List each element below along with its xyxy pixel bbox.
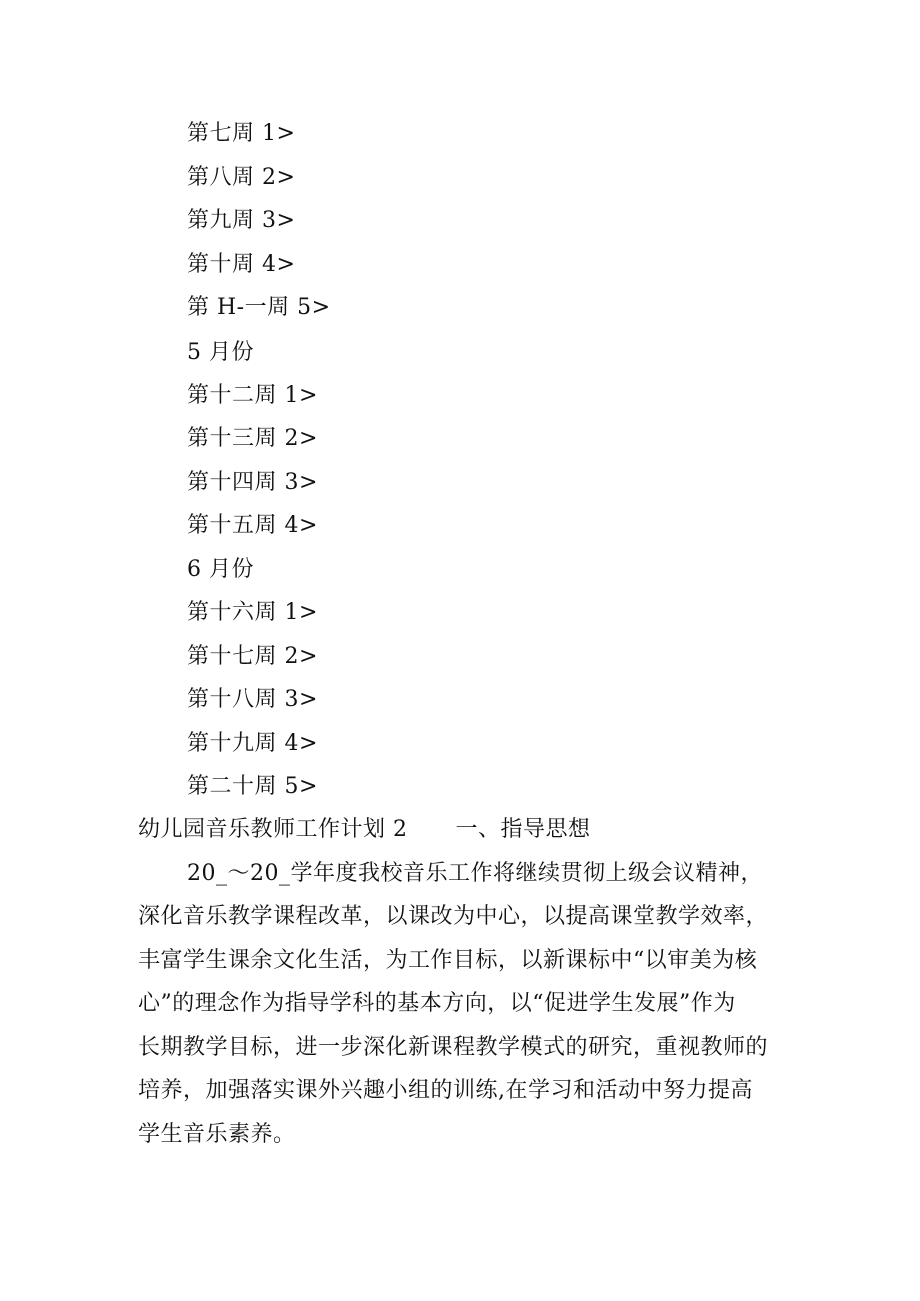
paragraph-line: 长期教学目标，进一步深化新课程教学模式的研究，重视教师的 <box>138 1035 769 1060</box>
month-heading: 5 月份 <box>187 340 254 365</box>
schedule-item: 第八周 2> <box>187 165 296 190</box>
schedule-item: 第十三周 2> <box>187 426 318 451</box>
paragraph-line: 心”的理念作为指导学科的基本方向，以“促进学生发展”作为 <box>138 991 736 1016</box>
schedule-item: 第十五周 4> <box>187 513 318 538</box>
paragraph-line: 深化音乐教学课程改革，以课改为中心，以提高课堂教学效率， <box>138 904 769 929</box>
schedule-item: 第十七周 2> <box>187 644 318 669</box>
paragraph-line: 20_～20_学年度我校音乐工作将继续贯彻上级会议精神， <box>187 861 763 886</box>
plan-heading-row <box>138 816 591 844</box>
schedule-item: 第 H-一周 5> <box>187 295 331 320</box>
schedule-item: 第十六周 1> <box>187 600 318 625</box>
document-title: 幼儿园音乐教师工作计划 2 <box>138 817 408 842</box>
schedule-item: 第九周 3> <box>187 208 296 233</box>
schedule-item: 第十二周 1> <box>187 383 318 408</box>
schedule-item: 第十四周 3> <box>187 470 318 495</box>
schedule-item: 第二十周 5> <box>187 774 318 799</box>
schedule-item: 第十九周 4> <box>187 731 318 756</box>
schedule-item: 第十八周 3> <box>187 687 318 712</box>
paragraph-line: 培养，加强落实课外兴趣小组的训练,在学习和活动中努力提高 <box>138 1078 753 1103</box>
month-heading: 6 月份 <box>187 557 254 582</box>
paragraph-line: 丰富学生课余文化生活，为工作目标，以新课标中“以审美为核 <box>138 948 758 973</box>
paragraph-line: 学生音乐素养。 <box>138 1122 296 1147</box>
schedule-item: 第七周 1> <box>187 121 296 146</box>
section-heading: 一、指导思想 <box>455 817 591 842</box>
schedule-item: 第十周 4> <box>187 252 296 277</box>
